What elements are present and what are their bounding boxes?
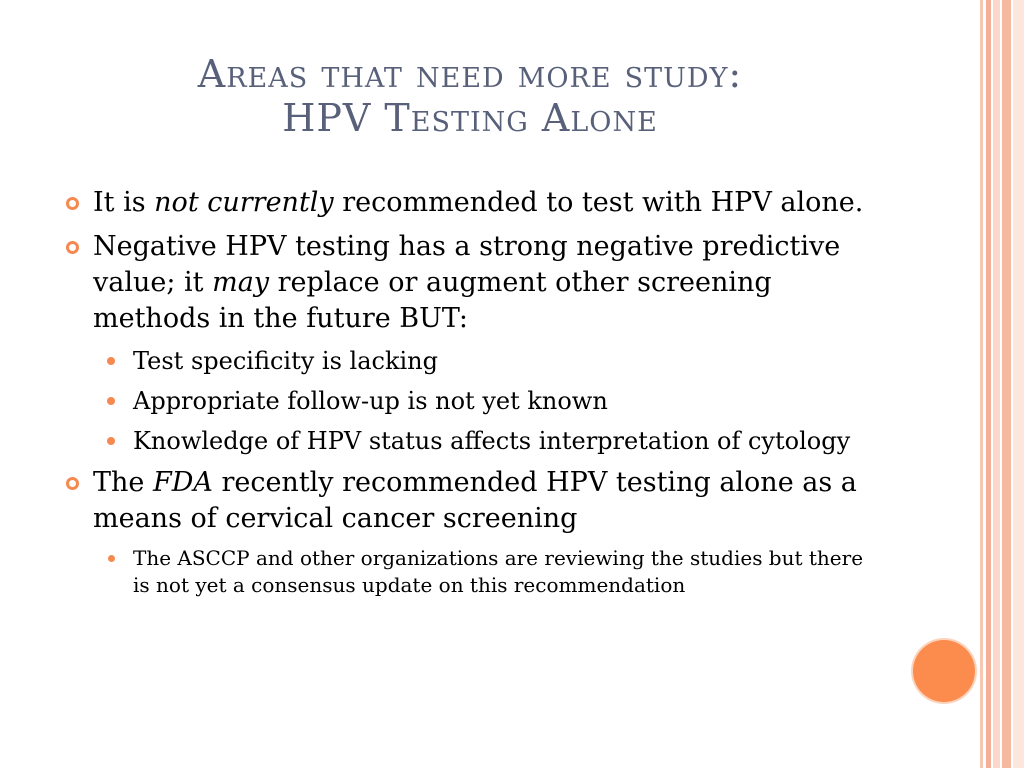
- sub-bullet-item: Knowledge of HPV status affects interpretation of cytology: [60, 425, 880, 457]
- decorative-stripe: [980, 0, 983, 768]
- dot-bullet-icon: [107, 437, 115, 445]
- bullet-item: It is not currently recommended to test with HPV alone.: [60, 185, 880, 221]
- dot-bullet-icon: [108, 555, 115, 562]
- sub-bullet-item: Appropriate follow-up is not yet known: [60, 385, 880, 417]
- bullet-item: Negative HPV testing has a strong negative predictive value; it may replace or augment other screening methods in the future BUT:: [60, 229, 880, 337]
- decorative-stripe: [1013, 0, 1024, 768]
- ring-bullet-icon: [66, 241, 79, 254]
- decorative-stripe: [986, 0, 991, 768]
- ring-bullet-icon: [66, 197, 79, 210]
- dot-bullet-icon: [107, 397, 115, 405]
- sub-bullet-item: Test specificity is lacking: [60, 345, 880, 377]
- ring-bullet-icon: [66, 477, 79, 490]
- dot-bullet-icon: [107, 357, 115, 365]
- decorative-stripe: [1002, 0, 1011, 768]
- decorative-stripe: [993, 0, 1000, 768]
- title-line-2: HPV Testing Alone: [282, 96, 658, 140]
- decorative-circle: [913, 640, 975, 702]
- title-line-1: Areas that need more study:: [197, 52, 743, 96]
- slide-title: [0, 52, 940, 140]
- sub-bullet-item: The ASCCP and other organizations are reviewing the studies but there is not yet a consensus update on this recommendation: [60, 545, 880, 599]
- bullet-item: The FDA recently recommended HPV testing alone as a means of cervical cancer screening: [60, 465, 880, 537]
- slide-content: [60, 185, 880, 599]
